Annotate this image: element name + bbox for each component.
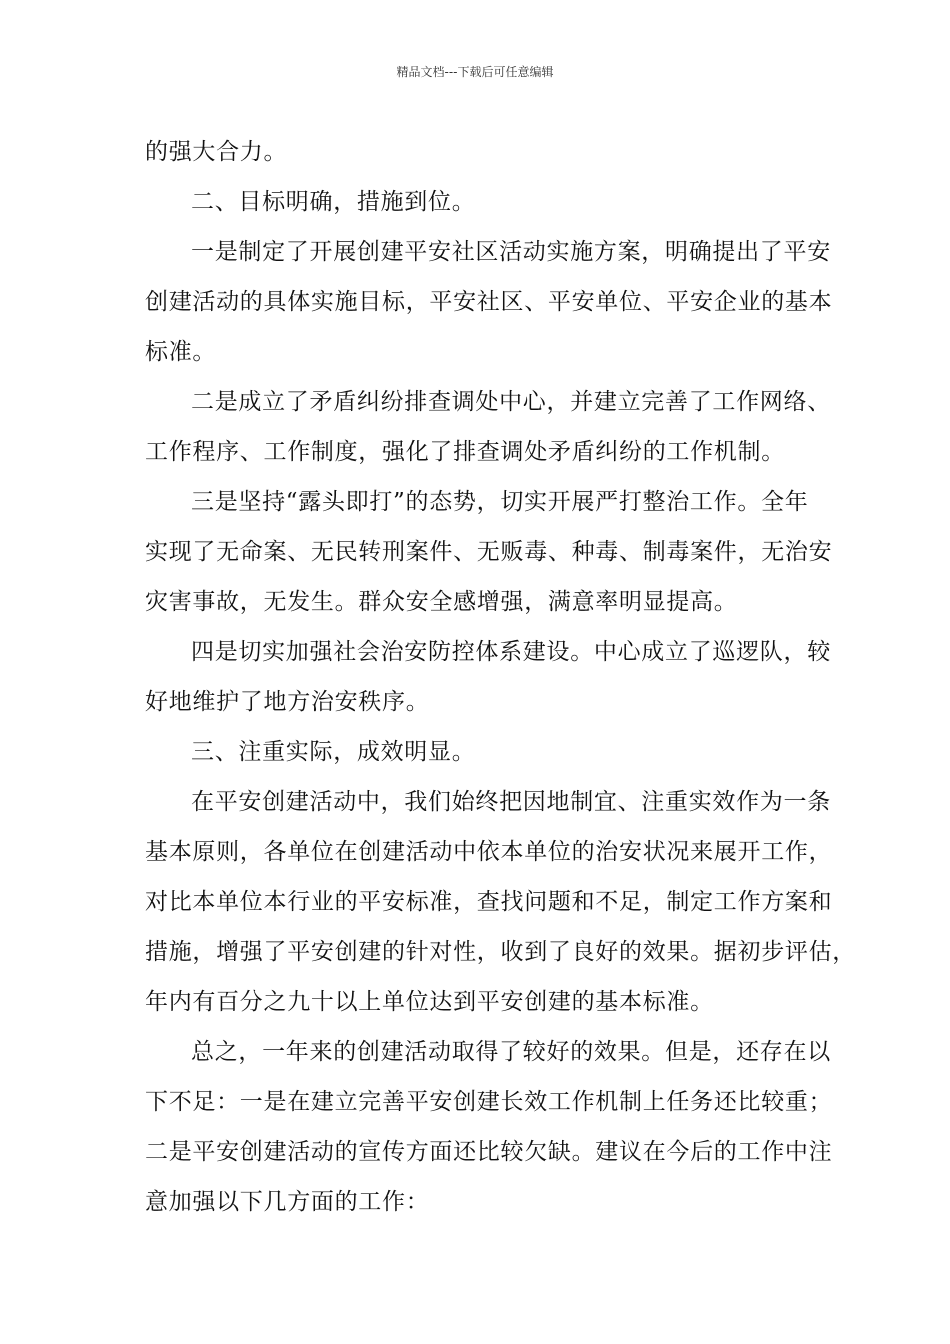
text-line: 实现了无命案、无民转刑案件、无贩毒、种毒、制毒案件，无治安 — [145, 539, 833, 565]
document-body — [145, 127, 856, 1227]
text-line: 二是成立了矛盾纠纷排查调处中心，并建立完善了工作网络、 — [191, 389, 831, 415]
text-line: 基本原则，各单位在创建活动中依本单位的治安状况来展开工作， — [145, 839, 833, 865]
text-line: 在平安创建活动中，我们始终把因地制宜、注重实效作为一条 — [191, 789, 831, 815]
text-line: 二是平安创建活动的宣传方面还比较欠缺。建议在今后的工作中注 — [145, 1139, 833, 1165]
text-line: 年内有百分之九十以上单位达到平安创建的基本标准。 — [145, 989, 714, 1015]
text-line: 措施，增强了平安创建的针对性，收到了良好的效果。据初步评估， — [145, 939, 856, 965]
text-line: 好地维护了地方治安秩序。 — [145, 689, 430, 715]
text-line: 一是制定了开展创建平安社区活动实施方案，明确提出了平安 — [191, 239, 831, 265]
text-line: 标准。 — [145, 339, 217, 365]
text-line: 灾害事故，无发生。群众安全感增强，满意率明显提高。 — [145, 589, 738, 615]
section-heading: 三、注重实际，成效明显。 — [191, 739, 476, 765]
text-line: 下不足：一是在建立完善平安创建长效工作机制上任务还比较重； — [145, 1089, 833, 1115]
text-line: 工作程序、工作制度，强化了排查调处矛盾纠纷的工作机制。 — [145, 439, 785, 465]
text-line: 总之，一年来的创建活动取得了较好的效果。但是，还存在以 — [191, 1039, 831, 1065]
text-line: 四是切实加强社会治安防控体系建设。中心成立了巡逻队，较 — [191, 639, 831, 665]
text-line: 的强大合力。 — [145, 139, 288, 165]
section-heading: 二、目标明确，措施到位。 — [191, 189, 476, 215]
page-header: 精品文档---下载后可任意编辑 — [396, 65, 554, 79]
text-line: 三是坚持“露头即打”的态势，切实开展严打整治工作。全年 — [191, 489, 809, 515]
text-line: 创建活动的具体实施目标，平安社区、平安单位、平安企业的基本 — [145, 289, 833, 315]
text-line: 意加强以下几方面的工作： — [145, 1189, 430, 1215]
text-line: 对比本单位本行业的平安标准，查找问题和不足，制定工作方案和 — [145, 889, 833, 915]
